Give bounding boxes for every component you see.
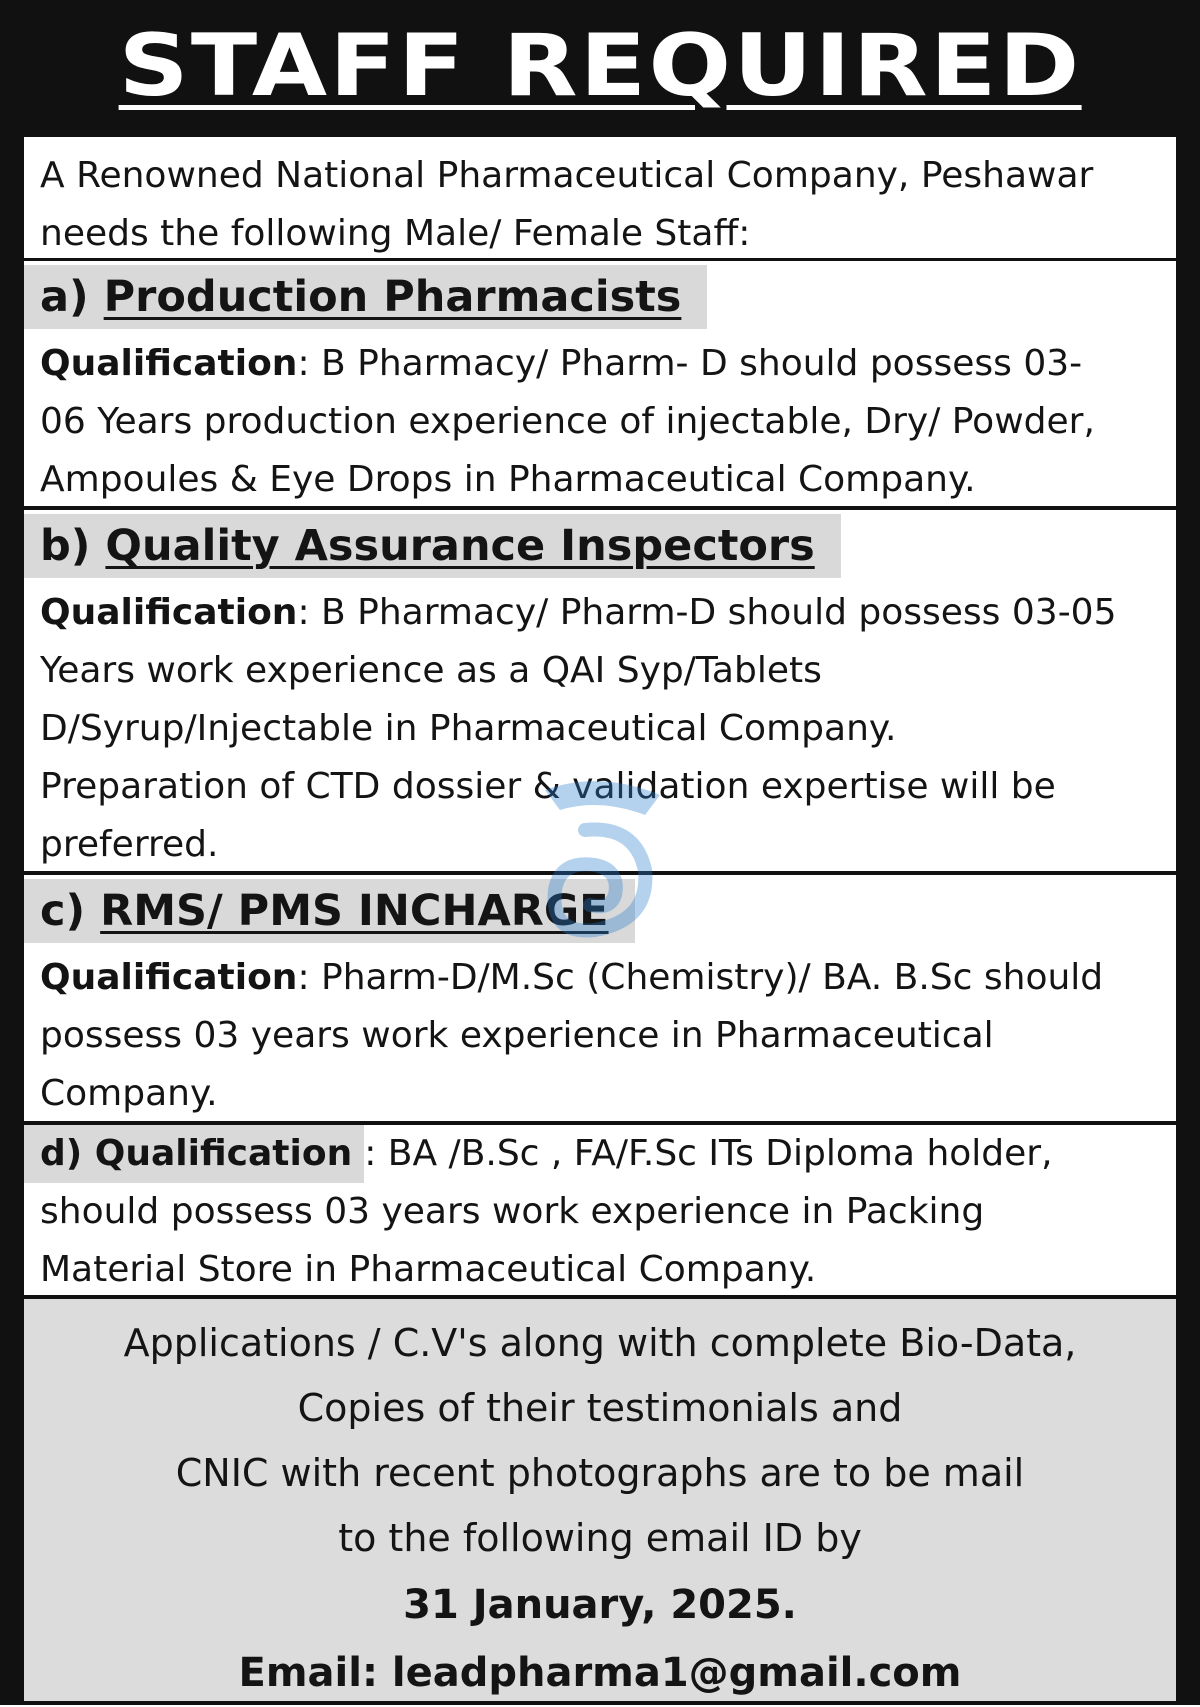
qualification-text: : BA /B.Sc , FA/F.Sc ITs Diploma holder, [364,1133,1053,1174]
section-title: Production Pharmacists [103,272,682,322]
qualification-line: Material Store in Pharmaceutical Company. [40,1249,817,1290]
qualification-block [24,329,1176,509]
qualification-line: Preparation of CTD dossier & validation expertise will be [40,766,1056,807]
section-d-label [24,1125,364,1183]
section-packing-material-store [24,1125,1176,1295]
qualification-line [40,584,1160,642]
qualification-line: preferred. [40,824,219,865]
qualification-label: Qualification [40,592,298,633]
instruction-line: Copies of their testimonials and [297,1386,903,1430]
intro-line: needs the following Male/ Female Staff: [40,213,751,254]
section-letter: c) [40,886,86,936]
application-instructions [24,1299,1176,1701]
instruction-line: to the following email ID by [338,1516,862,1560]
qualification-text: : Pharm-D/M.Sc (Chemistry)/ BA. B.Sc should [297,957,1104,998]
section-letter: d) [40,1133,83,1174]
qualification-block [24,1125,1176,1299]
intro-panel [24,137,1176,258]
qualification-label: Qualification [40,957,298,998]
qualification-line: should possess 03 years work experience in Packing [40,1191,985,1232]
section-heading [24,514,841,578]
qualification-line: possess 03 years work experience in Pharmaceutical [40,1015,994,1056]
contact-email: Email: leadpharma1@gmail.com [238,1650,962,1696]
qualification-block [24,943,1176,1123]
qualification-line: Company. [40,1073,218,1114]
qualification-line [40,1125,1160,1183]
qualification-line: 06 Years production experience of injectable, Dry/ Powder, [40,401,1095,442]
section-letter: b) [40,521,91,571]
qualification-text: : B Pharmacy/ Pharm-D should possess 03-05 [297,592,1117,633]
intro-line: A Renowned National Pharmaceutical Company, Peshawar [40,155,1094,196]
page-title: STAFF REQUIRED [118,15,1082,116]
deadline-date: 31 January, 2025. [403,1582,797,1628]
section-heading [24,265,707,329]
qualification-line: Years work experience as a QAI Syp/Tablets [40,650,822,691]
qualification-line: D/Syrup/Injectable in Pharmaceutical Company. [40,708,897,749]
section-title: Quality Assurance Inspectors [105,521,815,571]
qualification-label: Qualification [94,1133,353,1174]
instruction-line: CNIC with recent photographs are to be mail [175,1451,1025,1495]
qualification-label: Qualification [40,343,298,384]
section-production-pharmacists [24,261,1176,506]
qualification-line [40,335,1160,393]
title-bar [0,0,1200,133]
instruction-line: Applications / C.V's along with complete Bio-Data, [123,1321,1077,1365]
qualification-line [40,949,1160,1007]
watermark-logo-icon [525,770,675,940]
qualification-text: : B Pharmacy/ Pharm- D should possess 03- [297,343,1083,384]
section-letter: a) [40,272,89,322]
qualification-line: Ampoules & Eye Drops in Pharmaceutical Company. [40,459,976,500]
section-title: RMS/ PMS INCHARGE [100,886,609,936]
